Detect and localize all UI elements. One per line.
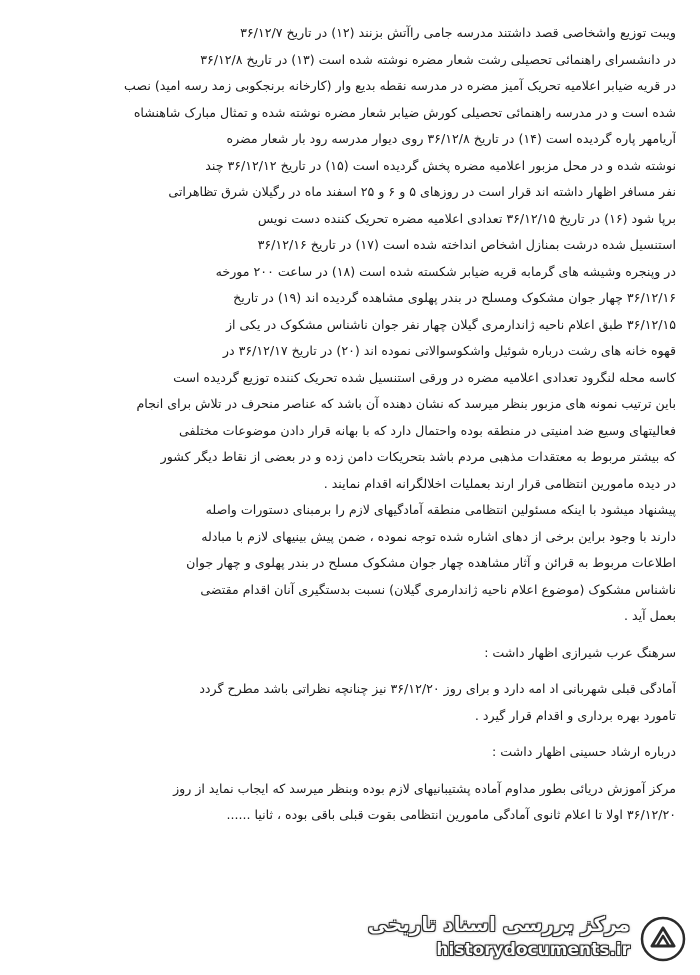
text-line: نفر مسافر اظهار داشته اند قرار است در روزهای ۵ و ۶ و ۲۵ اسفند ماه در رگیلان شرق تظاهراتی bbox=[168, 184, 676, 199]
spacer bbox=[26, 729, 676, 739]
text-line: دارند با وجود براین برخی از دهای اشاره شده توجه نموده ، ضمن پیش بینیهای لازم با مبادله bbox=[201, 528, 676, 544]
text-line: نوشته شده و در محل مزبور اعلامیه مضره پخش گردیده است (۱۵) در تاریخ ۳۶/۱۲/۱۲ چند bbox=[205, 157, 676, 173]
text-line: قهوه خانه های رشت درباره شوئیل واشکوسوالاتی نموده اند (۲۰) در تاریخ ۳۶/۱۲/۱۷ در bbox=[222, 343, 676, 358]
text-line: در قریه ضیابر اعلامیه تحریک آمیز مضره در مدرسه نقطه بدیع وار (کارخانه برنجکوبی زمد رسه امید) نصب bbox=[124, 78, 676, 93]
section-heading: سرهنگ عرب شیرازی اظهار داشت : bbox=[484, 644, 676, 660]
watermark-title: مرکز بررسی اسناد تاریخی bbox=[367, 912, 630, 936]
text-line: ۳۶/۱۲/۱۶ چهار جوان مشکوک ومسلح در بندر پهلوی مشاهده گردیده اند (۱۹) در تاریخ bbox=[233, 290, 676, 305]
text-line: بعمل آید . bbox=[623, 608, 676, 623]
text-line: که بیشتر مربوط به معتقدات مذهبی مردم باشد بتحریکات دامن زده و در بعضی از نقاط دیگر کشور bbox=[160, 449, 676, 464]
text-line: تامورد بهره برداری و اقدام قرار گیرد . bbox=[474, 707, 676, 723]
text-line: شده است و در مدرسه راهنمائی تحصیلی کورش ضیابر شعار مضره نوشته شده و تمثال مبارک شاهنشاه bbox=[133, 104, 676, 120]
spacer bbox=[26, 630, 676, 640]
text-line: ۳۶/۱۲/۱۵ طبق اعلام ناحیه ژاندارمری گیلان چهار نفر جوان ناشناس مشکوک در یکی از bbox=[225, 316, 676, 332]
watermark bbox=[367, 908, 692, 968]
text-line: مرکز آموزش دریائی بطور مداوم آماده پشتیبانیهای لازم بوده وبنظر میرسد که ایجاب نماید از روز bbox=[173, 780, 676, 796]
text-line: اطلاعات مربوط به قرائن و آثار مشاهده چهار جوان مشکوک مسلح در بندر پهلوی و چهار جوان bbox=[186, 555, 676, 570]
section-heading: درباره ارشاد حسینی اظهار داشت : bbox=[492, 744, 676, 759]
text-line: ۳۶/۱۲/۲۰ اولا تا اعلام ثانوی آمادگی مامورین انتظامی بقوت قبلی باقی بوده ، ثانیا ...... bbox=[226, 807, 676, 822]
text-line: استنسیل شده درشت بمنازل اشخاص انداخته شده است (۱۷) در تاریخ ۳۶/۱۲/۱۶ bbox=[257, 237, 676, 252]
document-body bbox=[26, 20, 676, 829]
text-line: آمادگی قبلی شهربانی اد امه دارد و برای روز ۳۶/۱۲/۲۰ نیز چنانچه نظراتی باشد مطرح گردد bbox=[199, 681, 676, 696]
text-line: کاسه محله لنگرود تعدادی اعلامیه مضره در ورقی استنسیل شده تحریک کننده توزیع گردیده است bbox=[173, 369, 676, 385]
text-line: در وپنجره وشیشه های گرمابه قریه ضیابر شکسته شده است (۱۸) در ساعت ۲۰۰ مورخه bbox=[215, 263, 676, 279]
text-line: فعالیتهای وسیع ضد امنیتی در منطقه بوده واحتمال دارد که با بهانه قرار دادن موضوعات مختلفی bbox=[178, 422, 676, 438]
watermark-url: historydocuments.ir bbox=[436, 940, 630, 960]
text-line: ویبت توزیع واشخاصی قصد داشتند مدرسه جامی راآتش بزنند (۱۲) در تاریخ ۳۶/۱۲/۷ bbox=[240, 25, 676, 40]
text-line: پیشنهاد میشود با اینکه مسئولین انتظامی منطقه آمادگیهای لازم را برمبنای دستورات واصله bbox=[205, 502, 676, 517]
text-line: در دیده مامورین انتظامی قرار ارند بعملیات اخلالگرانه اقدام نمایند . bbox=[323, 475, 676, 491]
text-line: برپا شود (۱۶) در تاریخ ۳۶/۱۲/۱۵ تعدادی اعلامیه مضره تحریک کننده دست نویس bbox=[257, 210, 676, 226]
text-line: باین ترتیب نمونه های مزبور بنظر میرسد که نشان دهنده آن باشد که عناصر منحرف در تلاش برای انجام bbox=[136, 396, 676, 411]
text-line: آریامهر پاره گردیده است (۱۴) در تاریخ ۳۶/۱۲/۸ روی دیوار مدرسه رود بار شعار مضره bbox=[226, 131, 676, 146]
spacer bbox=[26, 766, 676, 776]
text-line: ناشناس مشکوک (موضوع اعلام ناحیه ژاندارمری گیلان) نسبت بدستگیری آنان اقدام مقتضی bbox=[200, 581, 676, 597]
text-line: در دانشسرای راهنمائی تحصیلی رشت شعار مضره نوشته شده است (۱۳) در تاریخ ۳۶/۱۲/۸ bbox=[200, 51, 676, 67]
archive-logo-icon bbox=[640, 916, 686, 962]
spacer bbox=[26, 666, 676, 676]
